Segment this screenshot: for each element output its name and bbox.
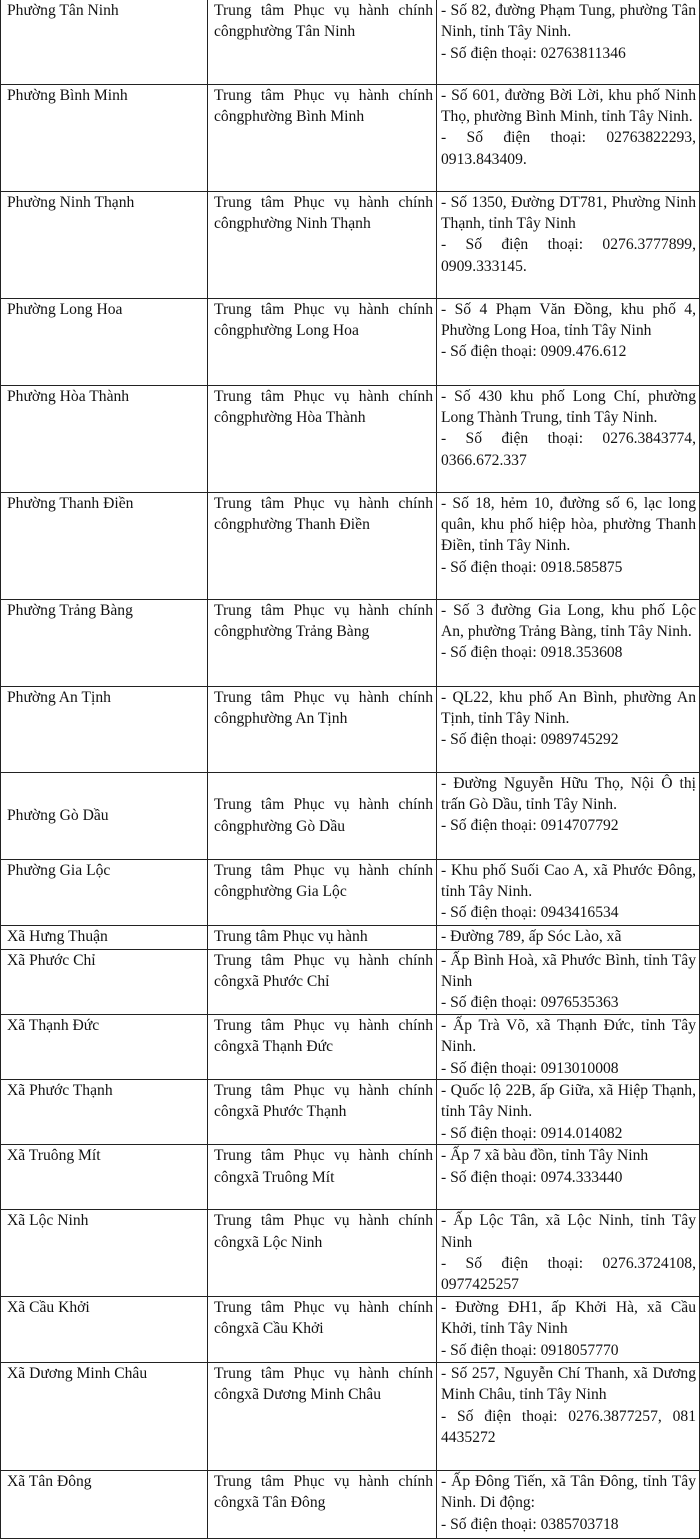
unit-cell: Phường Bình Minh (1, 84, 208, 191)
unit-cell: Xã Thạnh Đức (1, 1014, 208, 1079)
contact-cell (437, 1210, 700, 1297)
unit-cell: Phường Tân Ninh (1, 0, 208, 84)
unit-cell: Phường Trảng Bàng (1, 599, 208, 686)
table-row (1, 191, 700, 298)
contact-cell (437, 1470, 700, 1538)
address-text: - Ấp Trà Võ, xã Thạnh Đức, tỉnh Tây Ninh. (441, 1016, 700, 1056)
contact-cell (437, 772, 700, 859)
table-row (1, 686, 700, 772)
unit-cell: Phường Gia Lộc (1, 859, 208, 925)
phone-text: - Số điện thoại: 0909.476.612 (441, 343, 627, 361)
address-text: - Ấp Lộc Tân, xã Lộc Ninh, tỉnh Tây Ninh (441, 1212, 700, 1251)
table-row (1, 1470, 700, 1538)
address-text: - Số 82, đường Phạm Tung, phường Tân Ninh, tỉnh Tây Ninh. (441, 2, 700, 41)
unit-cell: Xã Phước Thạnh (1, 1079, 208, 1144)
address-text: - Đường 789, ấp Sóc Lào, xã (441, 927, 622, 945)
phone-text: - Số điện thoại: 0943416534 (441, 904, 619, 922)
contact-cell (437, 0, 700, 84)
contact-cell (437, 492, 700, 599)
phone-text: - Số điện thoại: 0276.3877257, 081 4435272 (441, 1407, 700, 1446)
address-text: - Số 601, đường Bời Lời, khu phố Ninh Thọ, phường Bình Minh, tỉnh Tây Ninh. (441, 86, 700, 125)
center-cell: Trung tâm Phục vụ hành chính côngphường Gia Lộc (208, 859, 437, 925)
table-row (1, 84, 700, 191)
address-text: - Số 4 Phạm Văn Đồng, khu phố 4, Phường Long Hoa, tỉnh Tây Ninh (441, 300, 700, 339)
phone-text: - Số điện thoại: 0918057770 (441, 1341, 619, 1359)
phone-text: - Số điện thoại: 0976535363 (441, 994, 619, 1012)
table-row (1, 1296, 700, 1362)
unit-cell: Xã Cầu Khởi (1, 1296, 208, 1362)
center-cell: Trung tâm Phục vụ hành chính côngxã Tân Đông (208, 1470, 437, 1538)
address-text: - Khu phố Suối Cao A, xã Phước Đông, tỉnh Tây Ninh. (441, 861, 700, 900)
address-text: - Ấp Đông Tiến, xã Tân Đông, tỉnh Tây Ninh. Di động: (441, 1472, 700, 1512)
center-cell: Trung tâm Phục vụ hành chính côngxã Phước Thạnh (208, 1079, 437, 1144)
table-row (1, 492, 700, 599)
center-cell: Trung tâm Phục vụ hành chính côngxã Phước Chỉ (208, 949, 437, 1014)
contact-cell (437, 1145, 700, 1210)
phone-text: - Số điện thoại: 02763822293, 0913.843409. (441, 129, 700, 168)
table-row (1, 599, 700, 686)
center-cell: Trung tâm Phục vụ hành chính côngphường Ninh Thạnh (208, 191, 437, 298)
table-row (1, 1145, 700, 1210)
unit-cell: Xã Tân Đông (1, 1470, 208, 1538)
phone-text: - Số điện thoại: 02763811346 (441, 44, 626, 62)
table-row (1, 925, 700, 949)
unit-cell: Phường Ninh Thạnh (1, 191, 208, 298)
table-row (1, 298, 700, 385)
phone-text: - Số điện thoại: 0276.3843774, 0366.672.337 (441, 430, 700, 469)
address-text: - Số 257, Nguyễn Chí Thanh, xã Dương Minh Châu, tỉnh Tây Ninh (441, 1364, 700, 1404)
address-text: - QL22, khu phố An Bình, phường An Tịnh, tỉnh Tây Ninh. (441, 688, 700, 727)
address-text: - Số 430 khu phố Long Chí, phường Long Thành Trung, tỉnh Tây Ninh. (441, 387, 700, 426)
unit-cell: Phường Gò Dầu (1, 772, 208, 859)
contact-cell (437, 925, 700, 949)
address-text: - Số 3 đường Gia Long, khu phố Lộc An, phường Trảng Bàng, tỉnh Tây Ninh. (441, 601, 700, 640)
phone-text: - Số điện thoại: 0914.014082 (441, 1124, 623, 1142)
center-cell: Trung tâm Phục vụ hành chính côngxã Thạnh Đức (208, 1014, 437, 1079)
unit-cell: Xã Phước Chỉ (1, 949, 208, 1014)
phone-text: - Số điện thoại: 0914707792 (441, 817, 619, 835)
table-row (1, 772, 700, 859)
contact-cell (437, 298, 700, 385)
table-row (1, 385, 700, 492)
center-cell: Trung tâm Phục vụ hành chính côngphường Bình Minh (208, 84, 437, 191)
contact-cell (437, 1362, 700, 1470)
center-cell: Trung tâm Phục vụ hành chính côngxã Dương Minh Châu (208, 1362, 437, 1470)
contact-cell (437, 1079, 700, 1144)
table-row (1, 859, 700, 925)
center-cell: Trung tâm Phục vụ hành chính côngphường Long Hoa (208, 298, 437, 385)
center-cell: Trung tâm Phục vụ hành chính côngphường Thanh Điền (208, 492, 437, 599)
center-cell: Trung tâm Phục vụ hành chính côngphường Hòa Thành (208, 385, 437, 492)
center-cell: Trung tâm Phục vụ hành chính côngphường Tân Ninh (208, 0, 437, 84)
table-row (1, 0, 700, 84)
center-cell: Trung tâm Phục vụ hành chính côngxã Cầu Khởi (208, 1296, 437, 1362)
address-text: - Số 1350, Đường DT781, Phường Ninh Thạnh, tỉnh Tây Ninh (441, 193, 700, 232)
phone-text: - Số điện thoại: 0385703718 (441, 1515, 619, 1533)
contact-cell (437, 949, 700, 1014)
address-text: - Đường ĐH1, ấp Khởi Hà, xã Cầu Khởi, tỉnh Tây Ninh (441, 1298, 700, 1338)
unit-cell: Xã Hưng Thuận (1, 925, 208, 949)
table-row (1, 1210, 700, 1297)
phone-text: - Số điện thoại: 0913010008 (441, 1059, 619, 1077)
unit-cell: Xã Truông Mít (1, 1145, 208, 1210)
center-cell: Trung tâm Phục vụ hành chính côngphường Trảng Bàng (208, 599, 437, 686)
unit-cell: Phường Thanh Điền (1, 492, 208, 599)
unit-cell: Xã Lộc Ninh (1, 1210, 208, 1297)
center-cell: Trung tâm Phục vụ hành (208, 925, 437, 949)
address-text: - Ấp 7 xã bàu đồn, tỉnh Tây Ninh (441, 1147, 649, 1165)
contact-cell (437, 84, 700, 191)
center-cell: Trung tâm Phục vụ hành chính côngxã Lộc Ninh (208, 1210, 437, 1297)
address-text: - Đường Nguyễn Hữu Thọ, Nội Ô thị trấn Gò Dầu, tỉnh Tây Ninh. (441, 774, 700, 813)
center-cell: Trung tâm Phục vụ hành chính côngphường Gò Dầu (208, 772, 437, 859)
contact-cell (437, 191, 700, 298)
table-row (1, 1079, 700, 1144)
phone-text: - Số điện thoại: 0918.353608 (441, 644, 623, 662)
table-row (1, 1362, 700, 1470)
unit-cell: Phường An Tịnh (1, 686, 208, 772)
phone-text: - Số điện thoại: 0276.3777899, 0909.333145. (441, 236, 700, 275)
contact-cell (437, 859, 700, 925)
address-text: - Quốc lộ 22B, ấp Giữa, xã Hiệp Thạnh, tỉnh Tây Ninh. (441, 1081, 700, 1121)
unit-cell: Phường Long Hoa (1, 298, 208, 385)
phone-text: - Số điện thoại: 0276.3724108, 0977425257 (441, 1254, 700, 1294)
contact-cell (437, 385, 700, 492)
table-row (1, 1014, 700, 1079)
contact-cell (437, 599, 700, 686)
contact-cell (437, 686, 700, 772)
unit-cell: Xã Dương Minh Châu (1, 1362, 208, 1470)
unit-cell: Phường Hòa Thành (1, 385, 208, 492)
address-text: - Ấp Bình Hoà, xã Phước Bình, tỉnh Tây Ninh (441, 951, 700, 990)
phone-text: - Số điện thoại: 0918.585875 (441, 558, 623, 576)
contact-cell (437, 1296, 700, 1362)
center-cell: Trung tâm Phục vụ hành chính côngphường An Tịnh (208, 686, 437, 772)
phone-text: - Số điện thoại: 0974.333440 (441, 1168, 623, 1186)
phone-text: - Số điện thoại: 0989745292 (441, 731, 619, 749)
table-row (1, 949, 700, 1014)
contact-cell (437, 1014, 700, 1079)
center-cell: Trung tâm Phục vụ hành chính côngxã Truông Mít (208, 1145, 437, 1210)
address-text: - Số 18, hẻm 10, đường số 6, lạc long quân, khu phố hiệp hòa, phường Thanh Điền, tỉnh Tây Ninh. (441, 494, 700, 555)
